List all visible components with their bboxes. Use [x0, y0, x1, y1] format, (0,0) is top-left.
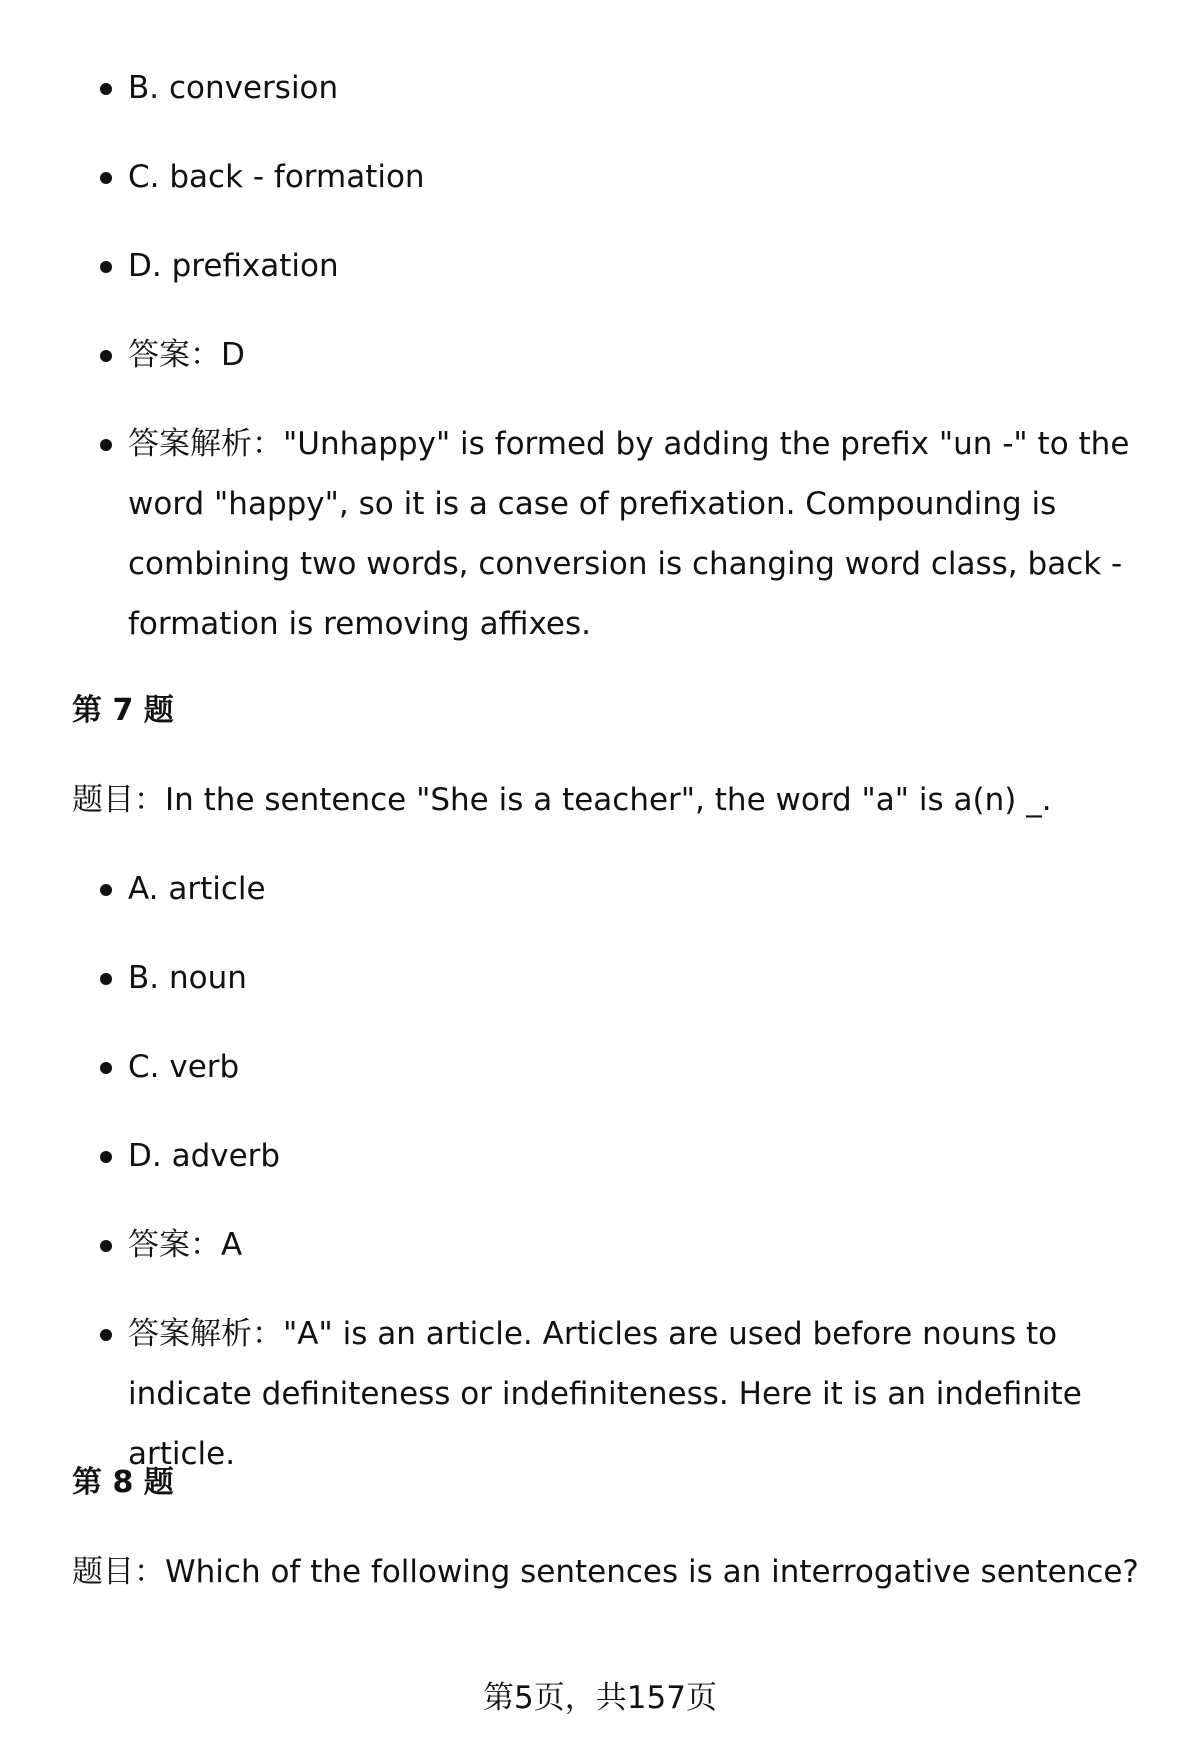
q6-option-c: C. back - formation — [128, 147, 1148, 207]
q7-option-c: C. verb — [128, 1037, 1148, 1097]
q7-option-b: B. noun — [128, 948, 1148, 1008]
q6-option-d: D. prefixation — [128, 236, 1148, 296]
q7-answer: 答案：A — [128, 1215, 1148, 1275]
q8-question: 题目：Which of the following sentences is an interrogative sentence? — [72, 1554, 1139, 1590]
page-number-footer: 第5页，共157页 — [483, 1680, 717, 1716]
q7-option-a: A. article — [128, 859, 1148, 919]
q8-heading: 第 8 题 — [72, 1465, 174, 1500]
q7-question: 题目：In the sentence "She is a teacher", the word "a" is a(n) _. — [72, 782, 1052, 818]
q6-explanation: 答案解析："Unhappy" is formed by adding the prefix "un -" to the word "happy", so it is a case of prefixation. Compounding is combining two words, conversion is changing word class, back - formation is removing affixes. — [128, 414, 1148, 654]
q7-heading: 第 7 题 — [72, 693, 174, 728]
q6-answer: 答案：D — [128, 325, 1148, 385]
q6-option-b: B. conversion — [128, 58, 1148, 118]
q7-option-d: D. adverb — [128, 1126, 1148, 1186]
q7-explanation: 答案解析："A" is an article. Articles are used before nouns to indicate definiteness or indefiniteness. Here it is an indefinite article. — [128, 1304, 1148, 1484]
